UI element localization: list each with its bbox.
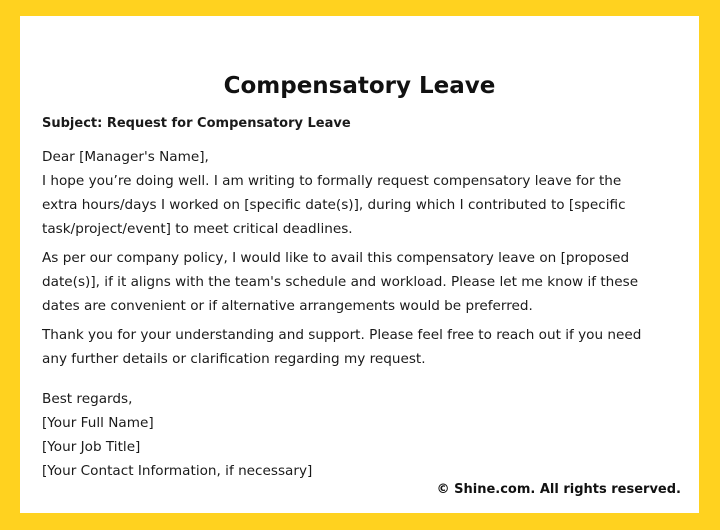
letter-salutation: Dear [Manager's Name], xyxy=(42,149,209,165)
paragraph-1-line-3: task/project/event] to meet critical deadlines. xyxy=(42,221,353,237)
letter-title: Compensatory Leave xyxy=(223,73,496,99)
paragraph-2-line-1: As per our company policy, I would like to avail this compensatory leave on [proposed xyxy=(42,250,630,266)
letter-subject: Subject: Request for Compensatory Leave xyxy=(42,116,351,131)
paragraph-1-line-1: I hope you’re doing well. I am writing to formally request compensatory leave for the xyxy=(42,173,622,189)
letter-closing: Best regards, xyxy=(42,391,133,407)
paragraph-3-line-1: Thank you for your understanding and support. Please feel free to reach out if you need xyxy=(42,327,642,343)
signature-name: [Your Full Name] xyxy=(42,415,154,431)
signature-job-title: [Your Job Title] xyxy=(42,439,141,455)
paragraph-2-line-2: date(s)], if it aligns with the team's schedule and workload. Please let me know if these xyxy=(42,274,639,290)
copyright-credit: © Shine.com. All rights reserved. xyxy=(436,482,681,497)
paragraph-2-line-3: dates are convenient or if alternative arrangements would be preferred. xyxy=(42,298,533,314)
paragraph-3-line-2: any further details or clarification regarding my request. xyxy=(42,351,426,367)
paragraph-1-line-2: extra hours/days I worked on [specific date(s)], during which I contributed to [specific xyxy=(42,197,626,213)
signature-contact: [Your Contact Information, if necessary] xyxy=(42,463,313,479)
letter-card xyxy=(20,16,699,513)
